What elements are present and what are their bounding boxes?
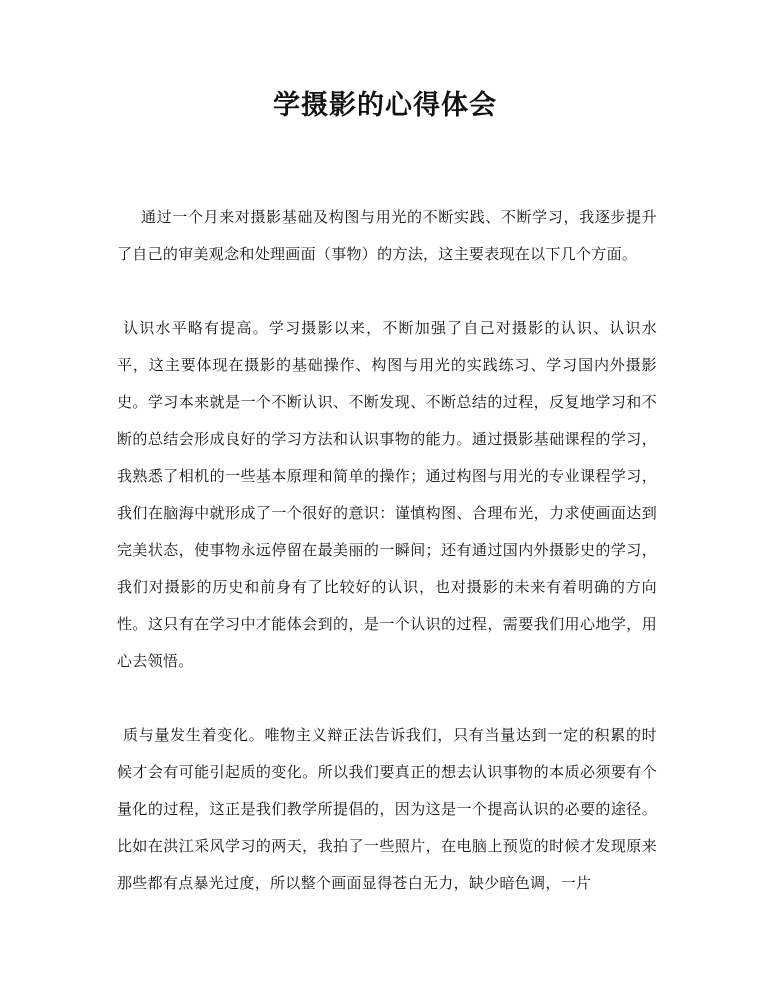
paragraph-quality-quantity: 质与量发生着变化。唯物主义辩正法告诉我们，只有当量达到一定的积累的时候才会有可能引起质的变化。所以我们要真正的想去认识事物的本质必须要有个量化的过程，这正是我们教学所提倡的，因为这是一个提高认识的必要的途径。比如在洪江采风学习的两天，我拍了一些照片，在电脑上预览的时候才发现原来那些都有点暴光过度，所以整个画面显得苍白无力，缺少暗色调，一片 [117,726,657,892]
page-title: 学摄影的心得体会 [273,90,497,121]
paragraph-understanding: 认识水平略有提高。学习摄影以来，不断加强了自己对摄影的认识、认识水平，这主要体现在摄影的基础操作、构图与用光的实践练习、学习国内外摄影史。学习本来就是一个不断认识、不断发现、不断总结的过程，反复地学习和不断的总结会形成良好的学习方法和认识事物的能力。通过摄影基础课程的学习，我熟悉了相机的一些基本原理和简单的操作；通过构图与用光的专业课程学习，我们在脑海中就形成了一个很好的意识：谨慎构图、合理布光，力求使画面达到完美状态，使事物永远停留在最美丽的一瞬间；还有通过国内外摄影史的学习，我们对摄影的历史和前身有了比较好的认识，也对摄影的未来有着明确的方向性。这只有在学习中才能体会到的，是一个认识的过程，需要我们用心地学，用心去领悟。 [117,319,657,670]
paragraph-intro: 通过一个月来对摄影基础及构图与用光的不断实践、不断学习，我逐步提升了自己的审美观念和处理画面（事物）的方法，这主要表现在以下几个方面。 [117,208,657,263]
